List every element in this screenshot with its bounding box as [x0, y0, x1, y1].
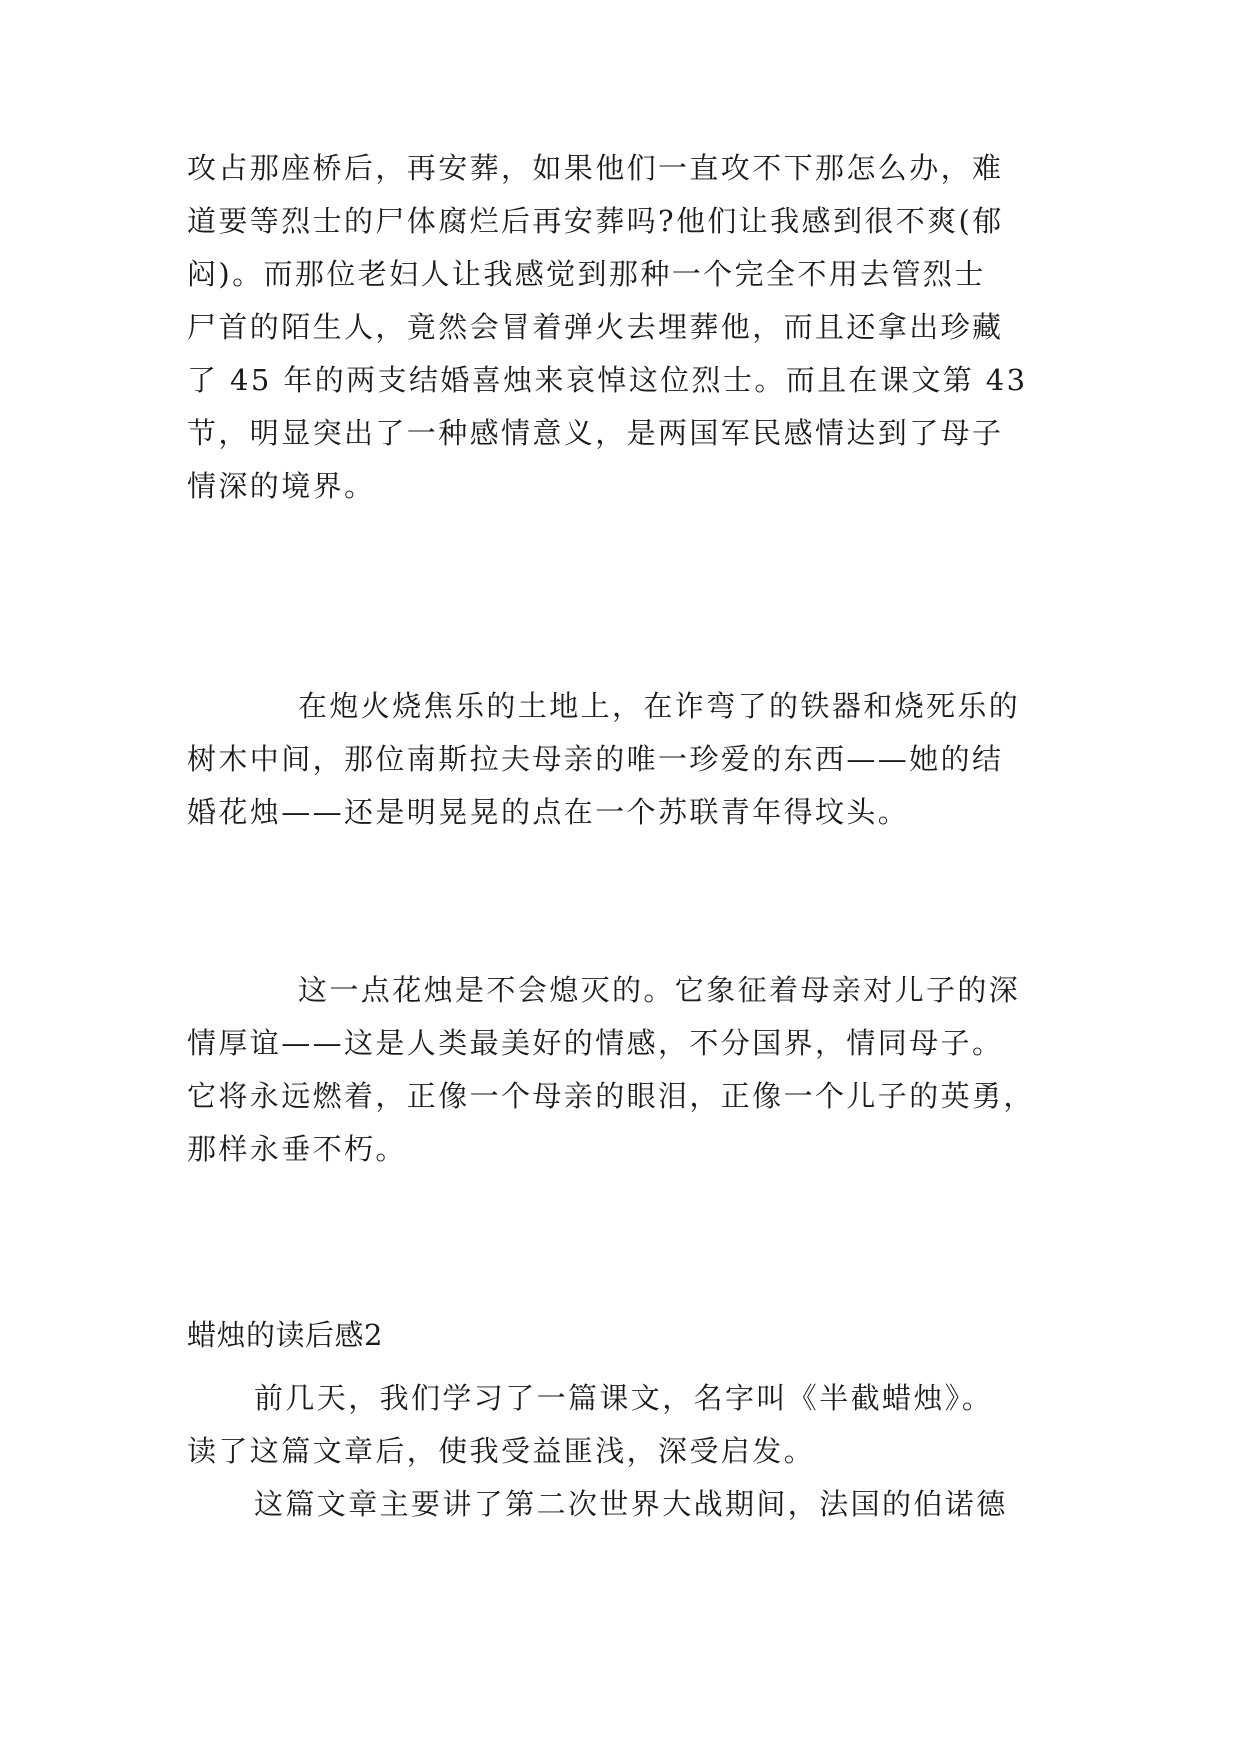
section-heading: 蜡烛的读后感2: [187, 1318, 383, 1352]
paragraph-line: 尸首的陌生人，竟然会冒着弹火去埋葬他，而且还拿出珍藏: [187, 310, 1004, 344]
paragraph-line: 树木中间，那位南斯拉夫母亲的唯一珍爱的东西——她的结: [187, 742, 1004, 776]
paragraph-line: 攻占那座桥后，再安葬，如果他们一直攻不下那怎么办，难: [187, 151, 1004, 185]
paragraph-line: 了 45 年的两支结婚喜烛来哀悼这位烈士。而且在课文第 43: [187, 363, 1028, 397]
paragraph-line: 节，明显突出了一种感情意义，是两国军民感情达到了母子: [187, 416, 1004, 450]
paragraph-line: 它将永远燃着，正像一个母亲的眼泪，正像一个儿子的英勇，: [187, 1079, 1035, 1113]
paragraph-line: 道要等烈士的尸体腐烂后再安葬吗?他们让我感到很不爽(郁: [187, 204, 1004, 238]
paragraph-line: 在炮火烧焦乐的土地上，在诈弯了的铁器和烧死乐的: [298, 689, 1021, 723]
paragraph-line: 这篇文章主要讲了第二次世界大战期间，法国的伯诺德: [254, 1487, 1008, 1521]
paragraph-line: 情深的境界。: [187, 469, 376, 503]
paragraph-line: 情厚谊——这是人类最美好的情感，不分国界，情同母子。: [187, 1026, 1004, 1060]
paragraph-line: 那样永垂不朽。: [187, 1132, 407, 1166]
paragraph-line: 婚花烛——还是明晃晃的点在一个苏联青年得坟头。: [187, 795, 910, 829]
paragraph-line: 读了这篇文章后，使我受益匪浅，深受启发。: [187, 1434, 816, 1468]
paragraph-line: 闷)。而那位老妇人让我感觉到那种一个完全不用去管烈士: [187, 257, 986, 291]
paragraph-line: 这一点花烛是不会熄灭的。它象征着母亲对儿子的深: [298, 973, 1021, 1007]
paragraph-line: 前几天，我们学习了一篇课文，名字叫《半截蜡烛》。: [254, 1381, 994, 1415]
